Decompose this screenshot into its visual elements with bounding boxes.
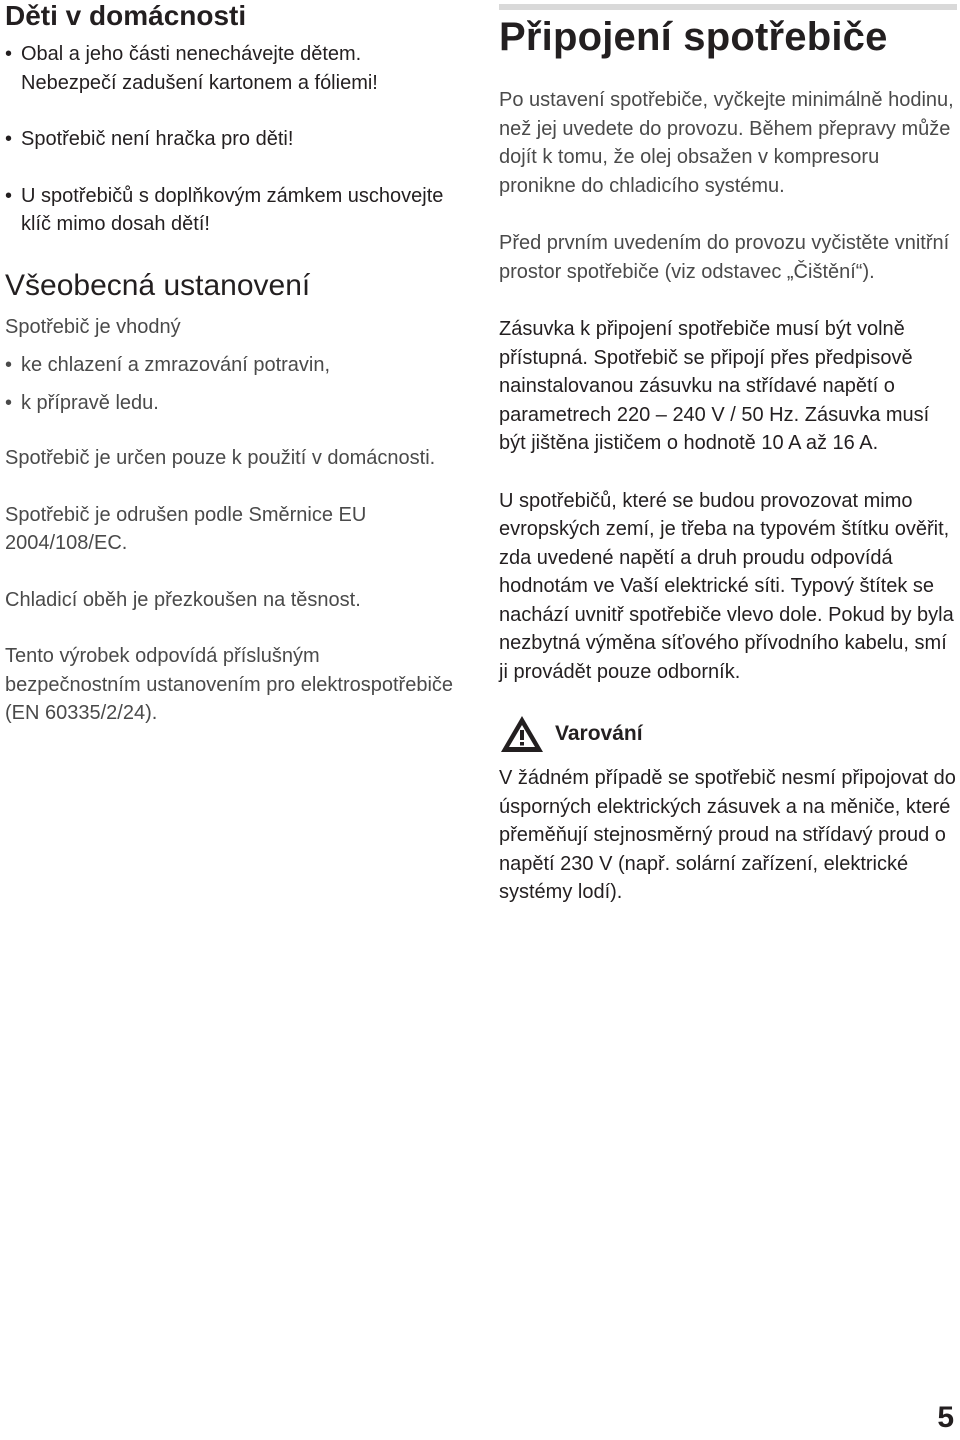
bullet-icon: • xyxy=(5,391,13,414)
paragraph: Spotřebič je odrušen podle Směrnice EU 2004/108/EC. xyxy=(5,503,367,554)
page-title: Připojení spotřebiče xyxy=(499,15,888,59)
general-bullet-list xyxy=(5,351,455,417)
right-column xyxy=(499,14,957,907)
list-item: • ke chlazení a zmrazování potravin, xyxy=(5,351,455,380)
bullet-icon: • xyxy=(5,354,13,376)
list-item: • Obal a jeho části nenechávejte dětem. Nebezpečí zadušení kartonem a fóliemi! xyxy=(5,40,455,97)
list-item: • U spotřebičů s doplňkovým zámkem uschovejte klíč mimo dosah dětí! xyxy=(5,182,455,239)
bullet-icon: • xyxy=(5,184,13,207)
general-heading: Všeobecná ustanovení xyxy=(5,268,311,302)
warning-text: V žádném případě se spotřebič nesmí připojovat do úsporných elektrických zásuvek a na měniče, které přeměňují stejnosměrný proud na střídavý proud o napětí 230 V (např. solární zařízení, elektrické systémy lodí). xyxy=(499,767,956,903)
paragraph: Po ustavení spotřebiče, vyčkejte minimálně hodinu, než jej uvedete do provozu. Během přepravy může dojít k tomu, že olej obsažen v kompresoru pronikne do chladicího systému. xyxy=(499,89,954,197)
list-item: • k přípravě ledu. xyxy=(5,389,455,418)
left-column xyxy=(5,0,455,728)
bullet-icon: • xyxy=(5,43,13,65)
title-rule xyxy=(499,4,957,10)
paragraph: Zásuvka k připojení spotřebiče musí být volně přístupná. Spotřebič se připojí přes předpisově nainstalovanou zásuvku na střídavé napětí o parametrech 220 – 240 V / 50 Hz. Zásuvka musí být jištěna jističem o hodnotě 10 A až 16 A. xyxy=(499,318,930,454)
paragraph: Tento výrobek odpovídá příslušným bezpečnostním ustanovením pro elektrospotřebiče (EN 60335/2/24). xyxy=(5,645,454,724)
paragraph: Chladicí oběh je přezkoušen na těsnost. xyxy=(5,588,361,611)
page-number: 5 xyxy=(937,1401,954,1434)
bullet-icon: • xyxy=(5,128,13,150)
paragraph: Spotřebič je určen pouze k použití v domácnosti. xyxy=(5,447,436,469)
list-item: • Spotřebič není hračka pro děti! xyxy=(5,125,455,154)
general-intro: Spotřebič je vhodný xyxy=(5,315,181,338)
warning-label: Varování xyxy=(555,722,643,745)
children-bullet-list xyxy=(5,40,455,239)
paragraph: U spotřebičů, které se budou provozovat mimo evropských zemí, je třeba na typovém štítku ověřit, zda uvedené napětí a druh proudu odpovídá hodnotám ve Vaší elektrické síti. Typový štítek se nachází uvnitř spotřebiče vlevo dole. Pokud by byla nezbytná výměna síťového přívodního kabelu, smí ji provádět pouze odborník. xyxy=(499,489,954,683)
warning-heading xyxy=(499,714,957,754)
warning-triangle-icon xyxy=(499,714,545,754)
children-heading: Děti v domácnosti xyxy=(5,0,247,31)
paragraph: Před prvním uvedením do provozu vyčistěte vnitřní prostor spotřebiče (viz odstavec „Čištění“). xyxy=(499,232,950,283)
